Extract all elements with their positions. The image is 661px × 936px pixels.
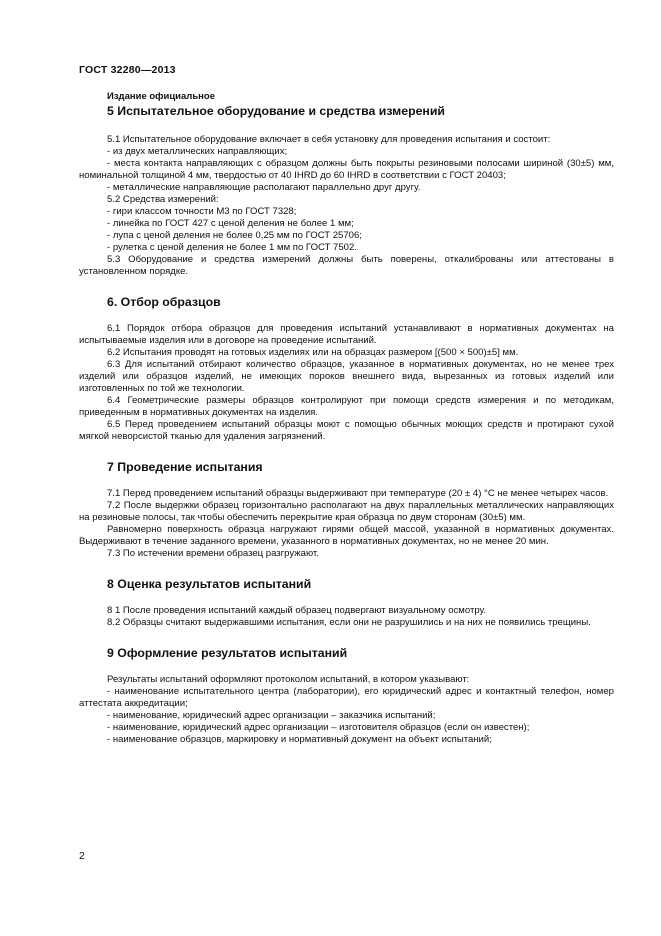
paragraph: 6.3 Для испытаний отбирают количество образцов, указанное в нормативных документах, но не менее трех изделий или образцов изделий, не имеющих пороков внешнего вида, вырезанных из готовых изделий или изготовленных по той же технологии.	[79, 359, 614, 394]
paragraph: - наименование испытательного центра (лаборатории), его юридический адрес и контактный телефон, номер аттестата аккредитации;	[79, 686, 614, 709]
section-9	[79, 647, 614, 746]
running-header: ГОСТ 32280—2013	[79, 64, 176, 76]
paragraph: - металлические направляющие располагают параллельно друг другу.	[107, 182, 421, 193]
edition-note: Издание официальное	[107, 91, 215, 102]
paragraph: 6.2 Испытания проводят на готовых изделиях или на образцах размером [(500 × 500)±5] мм.	[107, 347, 519, 358]
section-heading: 9 Оформление результатов испытаний	[107, 646, 348, 660]
paragraph: 7.1 Перед проведением испытаний образцы выдерживают при температуре (20 ± 4) °С не менее четырех часов.	[107, 488, 609, 499]
paragraph: Равномерно поверхность образца нагружают гирями общей массой, указанной в нормативных документах. Выдерживают в течение заданного времени, указанного в нормативных документах, но не менее 20 мин.	[79, 524, 614, 547]
paragraph: - наименование образцов, маркировку и нормативный документ на объект испытаний;	[107, 734, 492, 745]
paragraph: - из двух металлических направляющих;	[107, 146, 288, 157]
paragraph: - лупа с ценой деления не более 0,25 мм по ГОСТ 25706;	[107, 230, 362, 241]
paragraph: Результаты испытаний оформляют протоколом испытаний, в котором указывают:	[107, 674, 470, 685]
section-6	[79, 296, 614, 443]
paragraph: 7.3 По истечении времени образец разгружают.	[107, 548, 319, 559]
paragraph: - наименование, юридический адрес организации – заказчика испытаний;	[107, 710, 436, 721]
page-content	[79, 91, 614, 746]
page-number: 2	[79, 850, 85, 862]
section-heading: 5 Испытательное оборудование и средства измерений	[107, 104, 445, 118]
paragraph: - рулетка с ценой деления не более 1 мм по ГОСТ 7502.	[107, 242, 357, 253]
paragraph: 8 1 После проведения испытаний каждый образец подвергают визуальному осмотру.	[107, 605, 486, 616]
section-heading: 8 Оценка результатов испытаний	[107, 577, 312, 591]
paragraph: 5.2 Средства измерений:	[107, 194, 219, 205]
paragraph: 8.2 Образцы считают выдержавшими испытания, если они не разрушились и на них не появились трещины.	[107, 617, 591, 628]
paragraph: 5.1 Испытательное оборудование включает в себя установку для проведения испытания и состоит:	[107, 134, 551, 145]
paragraph: 7.2 После выдержки образец горизонтально располагают на двух параллельных металлических направляющих на резиновые полосы, так чтобы обеспечить перекрытие края образца по двум сторонам (30±5) мм.	[79, 500, 614, 523]
section-8	[79, 578, 614, 629]
paragraph: - линейка по ГОСТ 427 с ценой деления не более 1 мм;	[107, 218, 354, 229]
section-7	[79, 461, 614, 560]
paragraph: 5.3 Оборудование и средства измерений должны быть поверены, откалиброваны или аттестованы в установленном порядке.	[79, 254, 614, 277]
paragraph: 6.5 Перед проведением испытаний образцы моют с помощью обычных моющих средств и протирают сухой мягкой неворсистой тканью для удаления загрязнений.	[79, 419, 614, 442]
paragraph: - наименование, юридический адрес организации – изготовителя образцов (если он известен);	[107, 722, 530, 733]
section-heading: 7 Проведение испытания	[107, 460, 263, 474]
paragraph: 6.1 Порядок отбора образцов для проведения испытаний устанавливают в нормативных документах на испытываемые изделия или в договоре на проведение испытаний.	[79, 323, 614, 346]
paragraph: - гири классом точности М3 по ГОСТ 7328;	[107, 206, 297, 217]
paragraph: 6.4 Геометрические размеры образцов контролируют при помощи средств измерения и по методикам, приведенным в нормативных документах на изделия.	[79, 395, 614, 418]
section-5	[79, 105, 614, 278]
paragraph: - места контакта направляющих с образцом должны быть покрыты резиновыми полосами шириной (30±5) мм, номинальной толщиной 4 мм, твердостью от 40 IHRD до 60 IHRD в соответствии с ГОСТ 20403;	[79, 158, 614, 181]
section-heading: 6. Отбор образцов	[107, 295, 221, 309]
